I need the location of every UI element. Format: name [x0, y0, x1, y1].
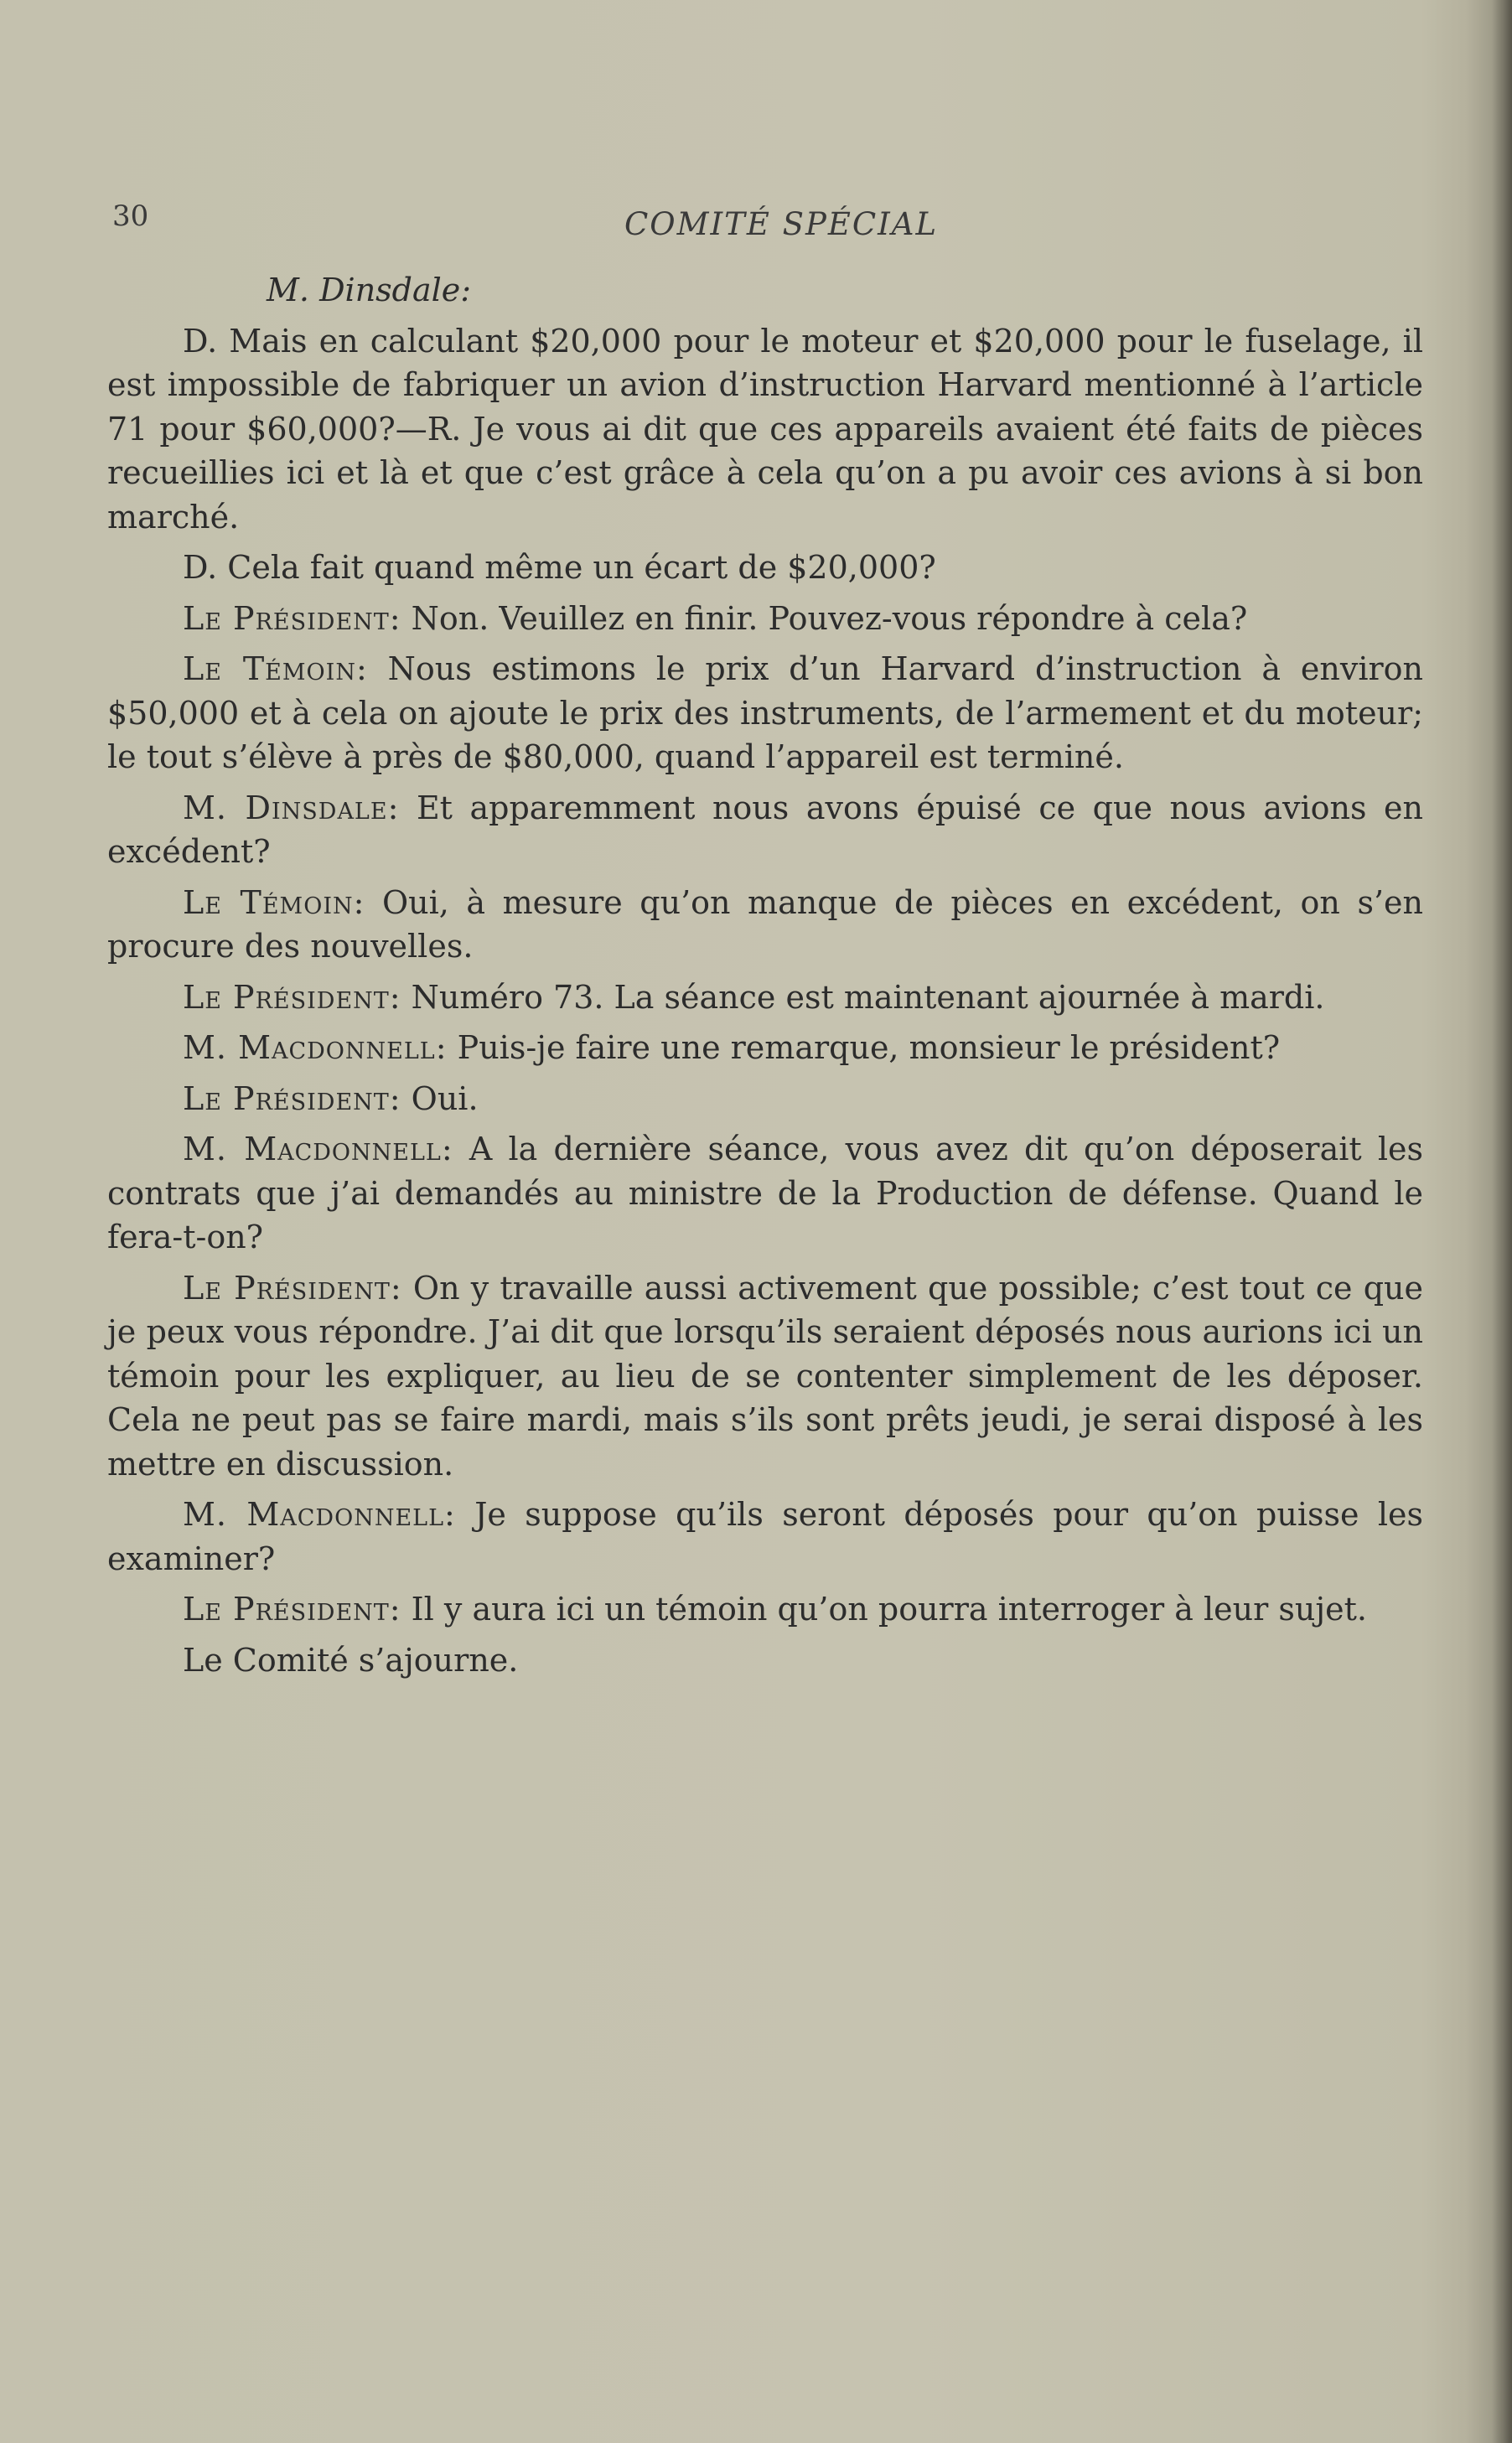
- paragraph-12: [107, 1493, 1423, 1581]
- speech-text: Non. Veuillez en finir. Pouvez-vous répondre à cela?: [401, 599, 1248, 637]
- speaker-name: M. Macdonnell:: [183, 1029, 448, 1066]
- paragraph-3: [107, 597, 1423, 641]
- speech-text: Numéro 73. La séance est maintenant ajournée à mardi.: [401, 978, 1325, 1016]
- speech-text: Oui, à mesure qu’on manque de pièces en excédent, on s’en procure des nouvelles.: [107, 883, 1423, 965]
- paragraph-1: D. Mais en calculant $20,000 pour le moteur et $20,000 pour le fuselage, il est impossible de fabriquer un avion d’instruction Harvard mentionné à l’article 71 pour $60,000?—R. Je vous ai dit que ces appareils avaient été faits de pièces recueillies ici et là et que c’est grâce à cela qu’on a pu avoir ces avions à si bon marché.: [107, 322, 1423, 536]
- page-number: 30: [112, 199, 149, 233]
- paragraph-14: Le Comité s’ajourne.: [183, 1641, 519, 1679]
- speech-text: Oui.: [401, 1079, 479, 1117]
- speaker-name: Le Président:: [183, 1079, 401, 1117]
- paragraph-8: [107, 1026, 1423, 1070]
- speaker-name: Le Président:: [183, 599, 401, 637]
- speech-text: Et apparemment nous avons épuisé ce que nous avions en excédent?: [107, 789, 1423, 870]
- speech-text: Nous estimons le prix d’un Harvard d’instruction à environ $50,000 et à cela on ajoute le prix des instruments, de l’armement et du moteur; le tout s’élève à près de $80,000, quand l’appareil est terminé.: [107, 650, 1424, 775]
- speech-text: Puis-je faire une remarque, monsieur le président?: [447, 1029, 1281, 1066]
- paragraph-6: [107, 881, 1423, 969]
- paragraph-10: [107, 1127, 1423, 1260]
- paragraph-7: [107, 976, 1423, 1020]
- speech-text: A la dernière séance, vous avez dit qu’on déposerait les contrats que j’ai demandés au ministre de la Production de défense. Quand le fera-t-on?: [107, 1131, 1423, 1255]
- speaker-intro: M. Dinsdale:: [267, 272, 472, 308]
- speaker-name: Le Président:: [183, 978, 401, 1016]
- running-head: COMITÉ SPÉCIAL: [624, 206, 939, 242]
- paragraph-9: [107, 1077, 1423, 1121]
- paragraph-2: D. Cela fait quand même un écart de $20,000?: [183, 549, 936, 586]
- speech-text: Il y aura ici un témoin qu’on pourra interroger à leur sujet.: [401, 1591, 1367, 1628]
- speaker-name: Le Président:: [183, 1269, 402, 1307]
- speech-text: On y travaille aussi activement que possible; c’est tout ce que je peux vous répondre. J’ai dit que lorsqu’ils seraient déposés nous aurions ici un témoin pour les expliquer, au lieu de se contenter simplement de les déposer. Cela ne peut pas se faire mardi, mais s’ils sont prêts jeudi, je serai disposé à les mettre en discussion.: [107, 1269, 1424, 1483]
- transcript-body: [107, 268, 1423, 1689]
- page-edge-shadow: [1492, 0, 1512, 2443]
- paragraph-13: [107, 1587, 1423, 1632]
- paragraph-11: [107, 1266, 1423, 1487]
- speaker-name: Le Président:: [183, 1591, 401, 1628]
- speech-text: Je suppose qu’ils seront déposés pour qu’on puisse les examiner?: [107, 1496, 1423, 1577]
- speaker-name: M. Macdonnell:: [183, 1131, 453, 1167]
- speaker-name: Le Témoin:: [183, 650, 368, 687]
- speaker-name: M. Dinsdale:: [183, 789, 400, 826]
- paragraph-5: [107, 786, 1423, 874]
- paragraph-4: [107, 647, 1423, 779]
- speaker-name: Le Témoin:: [183, 883, 365, 921]
- speaker-name: M. Macdonnell:: [183, 1496, 456, 1533]
